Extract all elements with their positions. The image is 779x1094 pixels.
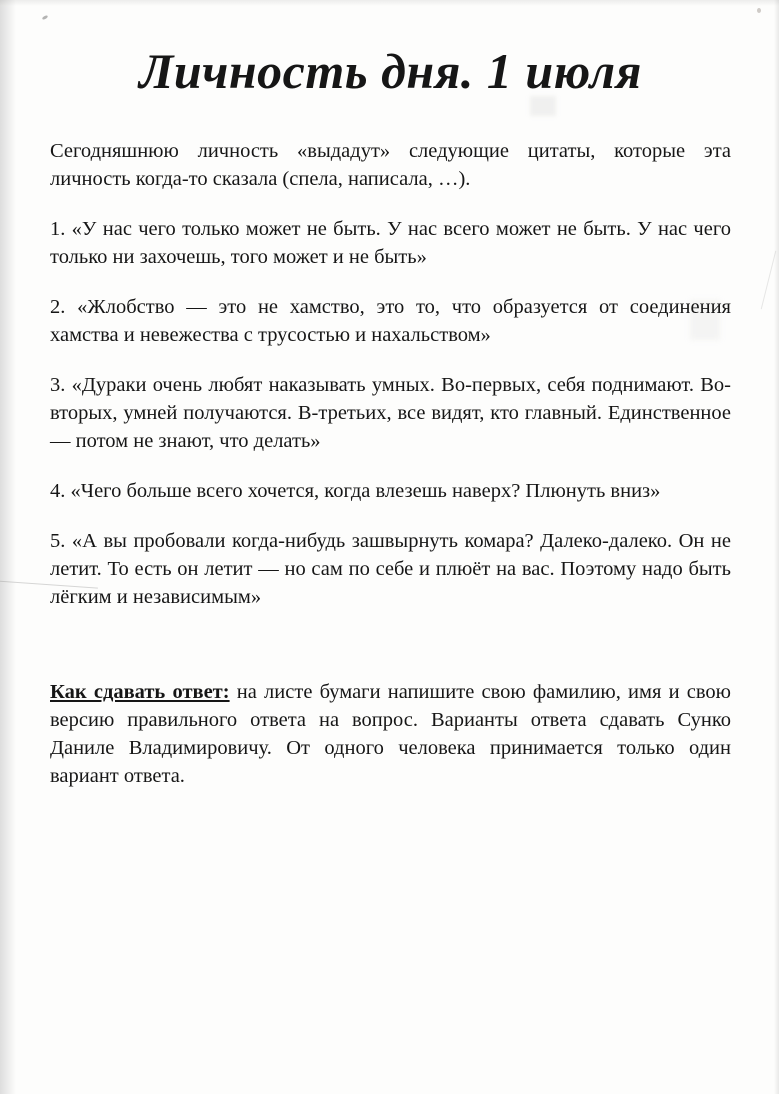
page-title: Личность дня. 1 июля <box>139 43 642 99</box>
submission-lead: Как сдавать ответ: <box>50 681 230 703</box>
quote-paragraph-4: 4. «Чего больше всего хочется, когда влезешь наверх? Плюнуть вниз» <box>50 480 661 502</box>
submission-text: на листе бумаги напишите свою фамилию, имя и свою версию правильного ответа на вопрос. Варианты ответа сдавать Сунко Даниле Владимировичу. От одного человека принимается только один вариант ответа. <box>50 681 731 787</box>
quote-paragraph-1: 1. «У нас чего только может не быть. У нас всего может не быть. У нас чего только ни захочешь, того может и не быть» <box>50 218 731 268</box>
quote-paragraph-2: 2. «Жлобство — это не хамство, это то, что образуется от соединения хамства и невежества с трусостью и нахальством» <box>50 296 731 346</box>
intro-paragraph: Сегодняшнюю личность «выдадут» следующие цитаты, которые эта личность когда-то сказала (спела, написала, …). <box>50 140 731 190</box>
submission-paragraph <box>50 678 731 790</box>
quote-paragraph-3: 3. «Дураки очень любят наказывать умных. Во-первых, себя поднимают. Во-вторых, умней получаются. В-третьих, все видят, кто главный. Единственное — потом не знают, что делать» <box>50 374 731 452</box>
quote-paragraph-5: 5. «А вы пробовали когда-нибудь зашвырнуть комара? Далеко-далеко. Он не летит. То есть он летит — но сам по себе и плюёт на вас. Поэтому надо быть лёгким и независимым» <box>50 530 731 608</box>
